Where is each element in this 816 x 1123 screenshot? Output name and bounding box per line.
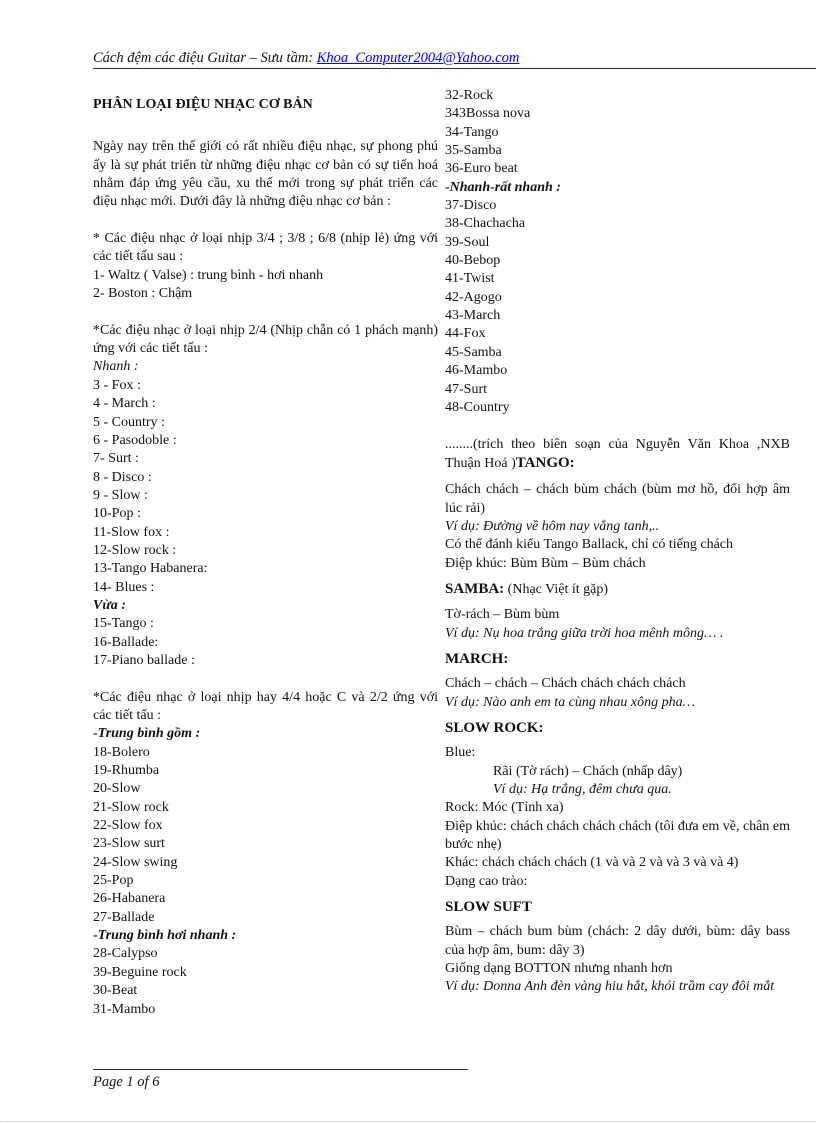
- list-item: 40-Bebop: [445, 253, 501, 269]
- page-header: [93, 50, 816, 67]
- tango-pattern: Chách chách – chách bùm chách (bùm mơ hồ, đổi hợp âm lúc rải): [445, 482, 790, 516]
- samba-heading-label: SAMBA:: [445, 580, 505, 597]
- list-item: 1- Waltz ( Valse) : trung bình - hơi nhanh: [93, 267, 324, 283]
- list-item: 25-Pop: [93, 873, 134, 889]
- slow-rock-blue-label: Blue:: [445, 745, 476, 761]
- list-item: 14- Blues :: [93, 579, 155, 595]
- right-column: [445, 87, 790, 997]
- list-item: 12-Slow rock :: [93, 542, 177, 558]
- list-item: 4 - March :: [93, 396, 156, 412]
- samba-pattern: Tờ-rách – Bùm bùm: [445, 607, 560, 623]
- slow-suft-pattern: Bùm – chách bum bùm (chách: 2 dây dưới, bùm: dây bass của hợp âm, bum: dây 3): [445, 924, 790, 958]
- list-item: 21-Slow rock: [93, 799, 169, 815]
- citation: [445, 436, 790, 474]
- list-item: 41-Twist: [445, 271, 495, 287]
- list-item: 19-Rhumba: [93, 763, 160, 779]
- list-item: 45-Samba: [445, 344, 502, 360]
- list-item: 26-Habanera: [93, 891, 166, 907]
- tango-ballack-note: Có thể đánh kiểu Tango Ballack, chỉ có tiếng chách: [445, 537, 734, 553]
- list-item: 36-Euro beat: [445, 161, 518, 177]
- list-item: 32-Rock: [445, 88, 494, 103]
- list-item: 31-Mambo: [93, 1001, 156, 1017]
- list-item: 28-Calypso: [93, 946, 158, 962]
- slow-rock-chorus: Điệp khúc: chách chách chách chách (tôi đưa em về, chân em bước nhẹ): [445, 818, 790, 853]
- left-column: [93, 96, 438, 1019]
- list-item: 42-Agogo: [445, 289, 502, 305]
- list-item: 10-Pop :: [93, 506, 141, 522]
- list-item: 17-Piano ballade :: [93, 652, 195, 668]
- list-item: 48-Country: [445, 399, 510, 415]
- list-item: 38-Chachacha: [445, 216, 526, 232]
- list-item: 3 - Fox :: [93, 377, 141, 393]
- list-item: 13-Tango Habanera:: [93, 561, 208, 577]
- header-rule: [93, 68, 816, 69]
- list-item: 18-Bolero: [93, 744, 150, 760]
- page-bottom-border: [0, 1121, 816, 1122]
- slow-rock-heading: SLOW ROCK:: [445, 720, 544, 736]
- slow-rock-other: Khác: chách chách chách (1 và và 2 và và 3 và và 4): [445, 855, 739, 871]
- tempo-label-fast: -Nhanh-rất nhanh :: [445, 179, 561, 195]
- footer-rule: [93, 1069, 468, 1070]
- list-item: 20-Slow: [93, 781, 141, 797]
- tempo-label-medium: Vừa :: [93, 597, 126, 613]
- list-item: 8 - Disco :: [93, 469, 152, 485]
- list-item: 6 - Pasodoble :: [93, 432, 177, 448]
- tempo-label-medium-fast: -Trung bình hơi nhanh :: [93, 928, 237, 944]
- list-item: 24-Slow swing: [93, 854, 178, 870]
- intro-paragraph: Ngày nay trên thế giới có rất nhiều điệu nhạc, sự phong phú ấy là sự phát triển từ những điệu nhạc cơ bản có sự tiến hoá nhằm đáp ứng yêu cầu, xu thế mới trong sự phát triển các điệu nhạc mới. Dưới đây là những điệu nhạc cơ bản :: [93, 139, 438, 210]
- slow-rock-rock: Rock: Móc (Tỉnh xa): [445, 800, 564, 816]
- section-2-4-heading: *Các điệu nhạc ở loại nhịp 2/4 (Nhịp chẵn có 1 phách mạnh) ứng với các tiết tấu :: [93, 322, 438, 357]
- list-item: 39-Beguine rock: [93, 964, 187, 980]
- list-item: 44-Fox: [445, 326, 486, 342]
- slow-rock-blue-pattern: Rãi (Tờ rách) – Chách (nhấp dây): [493, 763, 683, 779]
- section-4-4-heading: *Các điệu nhạc ở loại nhịp hay 4/4 hoặc C và 2/2 ứng với các tiết tấu :: [93, 689, 438, 723]
- samba-heading-note: (Nhạc Việt ít gặp): [504, 581, 609, 597]
- list-item: 30-Beat: [93, 983, 138, 999]
- tempo-label-fast: Nhanh :: [93, 359, 139, 375]
- list-item: 35-Samba: [445, 143, 502, 159]
- slow-rock-climax: Dạng cao trào:: [445, 873, 528, 889]
- list-item: 7- Surt :: [93, 451, 139, 467]
- citation-text: ........(trích theo biên soạn của Nguyễn Văn Khoa ,NXB Thuận Hoá ): [445, 436, 790, 471]
- list-item: 23-Slow surt: [93, 836, 165, 852]
- list-item: 2- Boston : Chậm: [93, 286, 193, 302]
- slow-suft-heading: SLOW SUFT: [445, 899, 532, 916]
- page-number: Page 1 of 6: [93, 1074, 160, 1090]
- samba-example: Ví dụ: Nụ hoa trắng giữa trời hoa mênh mông… .: [445, 625, 724, 641]
- march-heading: MARCH:: [445, 650, 509, 667]
- list-item: 15-Tango :: [93, 616, 154, 632]
- header-email-link[interactable]: Khoa_Computer2004@Yahoo.com: [316, 50, 520, 66]
- march-pattern: Chách – chách – Chách chách chách chách: [445, 676, 686, 692]
- samba-heading: [445, 580, 790, 599]
- list-item: 9 - Slow :: [93, 487, 148, 503]
- list-item: 47-Surt: [445, 381, 487, 397]
- list-item: 16-Ballade:: [93, 634, 159, 650]
- slow-rock-blue-example: Ví dụ: Hạ trắng, đêm chưa qua.: [493, 782, 672, 798]
- list-item: 11-Slow fox :: [93, 524, 170, 540]
- tempo-label-medium: -Trung bình gồm :: [93, 726, 201, 742]
- list-item: 27-Ballade: [93, 909, 155, 925]
- slow-suft-note: Giống dạng BOTTON nhưng nhanh hơn: [445, 961, 673, 977]
- list-item: 39-Soul: [445, 234, 490, 250]
- tango-chorus: Điệp khúc: Bùm Bùm – Bùm chách: [445, 555, 646, 571]
- tango-example: Ví dụ: Đường về hôm nay vắng tanh,..: [445, 518, 660, 534]
- page-title: PHÂN LOẠI ĐIỆU NHẠC CƠ BẢN: [93, 97, 313, 112]
- list-item: 22-Slow fox: [93, 818, 163, 834]
- list-item: 46-Mambo: [445, 363, 508, 379]
- section-3-4-heading: * Các điệu nhạc ở loại nhịp 3/4 ; 3/8 ; 6/8 (nhịp lẻ) ứng với các tiết tấu sau :: [93, 231, 438, 265]
- list-item: 5 - Country :: [93, 414, 165, 430]
- march-example: Ví dụ: Nào anh em ta cùng nhau xông pha…: [445, 694, 696, 710]
- slow-suft-example: Ví dụ: Donna Anh đèn vàng hiu hắt, khói trầm cay đôi mắt: [445, 979, 775, 995]
- tango-heading: TANGO:: [515, 454, 575, 471]
- header-text: Cách đệm các điệu Guitar – Sưu tầm:: [93, 50, 317, 66]
- list-item: 37-Disco: [445, 198, 497, 214]
- list-item: 34-Tango: [445, 124, 499, 140]
- list-item: 343Bossa nova: [445, 106, 531, 122]
- list-item: 43-March: [445, 308, 501, 324]
